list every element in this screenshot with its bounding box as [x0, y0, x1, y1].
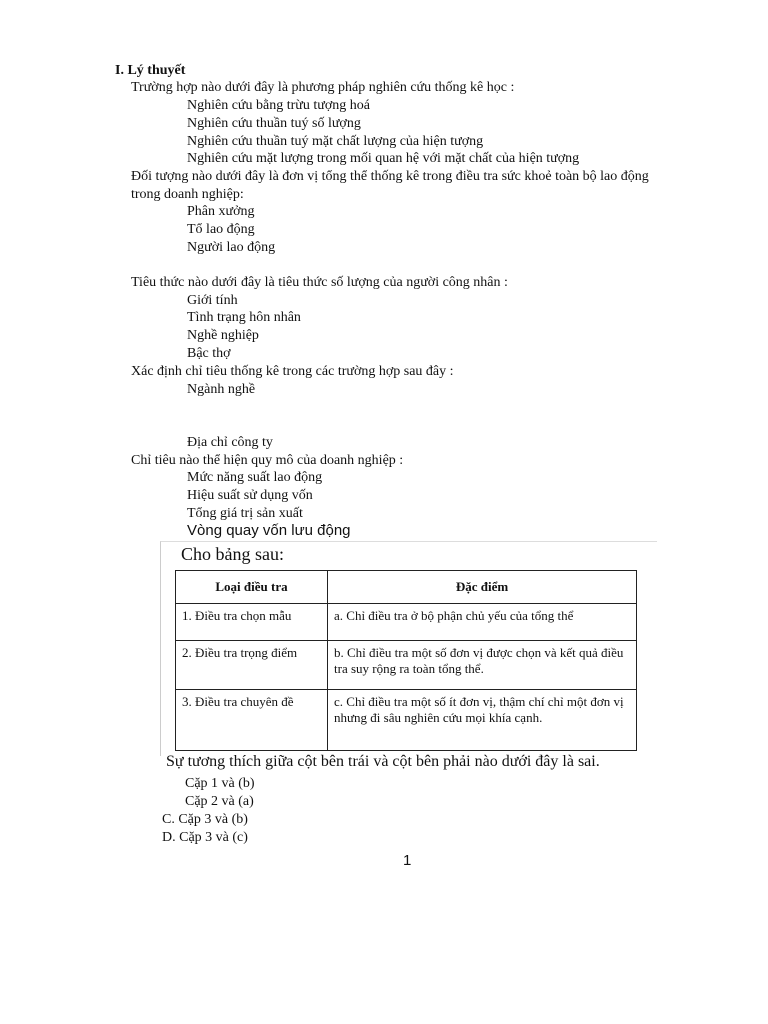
question-5-option-1: Mức năng suất lao động — [187, 470, 323, 485]
answer-option-b: Cặp 2 và (a) — [185, 794, 254, 809]
table-header-feature: Đặc điểm — [328, 571, 637, 604]
table-row — [176, 641, 637, 690]
question-1-option-3: Nghiên cứu thuần tuý mặt chất lượng của hiện tượng — [187, 134, 484, 149]
question-3-option-4: Bậc thợ — [187, 346, 231, 361]
table-cell-feature: a. Chỉ điều tra ở bộ phận chủ yếu của tổng thể — [328, 604, 637, 641]
page-number: 1 — [403, 852, 412, 869]
question-4-option-2: Địa chỉ công ty — [187, 435, 273, 450]
question-2-prompt-line-1: Đối tượng nào dưới đây là đơn vị tổng thể thống kê trong điều tra sức khoẻ toàn bộ lao động — [131, 169, 649, 184]
table-cell-feature: b. Chỉ điều tra một số đơn vị được chọn và kết quả điều tra suy rộng ra toàn tổng thể. — [328, 641, 637, 690]
table-row — [176, 604, 637, 641]
table-row — [176, 690, 637, 751]
survey-types-table — [175, 570, 637, 751]
question-2-option-3: Người lao động — [187, 240, 276, 255]
question-3-option-2: Tình trạng hôn nhân — [187, 310, 301, 325]
table-cell-type: 2. Điều tra trọng điểm — [176, 641, 328, 690]
question-2-prompt-line-2: trong doanh nghiệp: — [131, 187, 244, 202]
question-5-option-2: Hiệu suất sử dụng vốn — [187, 488, 313, 503]
question-1-option-4: Nghiên cứu mặt lượng trong mối quan hệ với mặt chất của hiện tượng — [187, 151, 580, 166]
answer-option-c: C. Cặp 3 và (b) — [162, 812, 248, 827]
question-5-option-3: Tổng giá trị sản xuất — [187, 506, 303, 521]
table-cell-type: 3. Điều tra chuyên đề — [176, 690, 328, 751]
question-3-option-3: Nghề nghiệp — [187, 328, 259, 343]
table-cell-feature: c. Chỉ điều tra một số ít đơn vị, thậm chí chỉ một đơn vị nhưng đi sâu nghiên cứu mọi khía cạnh. — [328, 690, 637, 751]
question-3-option-1: Giới tính — [187, 293, 238, 308]
question-4-prompt: Xác định chỉ tiêu thống kê trong các trường hợp sau đây : — [131, 364, 454, 379]
survey-table-figure — [160, 541, 657, 756]
question-1-prompt: Trường hợp nào dưới đây là phương pháp nghiên cứu thống kê học : — [131, 80, 515, 95]
question-statement: Sự tương thích giữa cột bên trái và cột bên phải nào dưới đây là sai. — [166, 753, 600, 770]
question-4-option-1: Ngành nghề — [187, 382, 256, 397]
question-1-option-1: Nghiên cứu bằng trừu tượng hoá — [187, 98, 370, 113]
table-header-row — [176, 571, 637, 604]
table-header-type: Loại điều tra — [176, 571, 328, 604]
question-5-prompt: Chỉ tiêu nào thể hiện quy mô của doanh nghiệp : — [131, 453, 404, 468]
table-cell-type: 1. Điều tra chọn mẫu — [176, 604, 328, 641]
answer-option-a: Cặp 1 và (b) — [185, 776, 255, 791]
answer-option-d: D. Cặp 3 và (c) — [162, 830, 248, 845]
question-2-option-2: Tổ lao động — [187, 222, 255, 237]
question-2-option-1: Phân xưởng — [187, 204, 255, 219]
question-1-option-2: Nghiên cứu thuần tuý số lượng — [187, 116, 361, 131]
question-5-option-4: Vòng quay vốn lưu động — [187, 522, 351, 539]
figure-title: Cho bảng sau: — [181, 544, 284, 564]
section-heading: I. Lý thuyết — [115, 63, 186, 78]
question-3-prompt: Tiêu thức nào dưới đây là tiêu thức số lượng của người công nhân : — [131, 275, 508, 290]
